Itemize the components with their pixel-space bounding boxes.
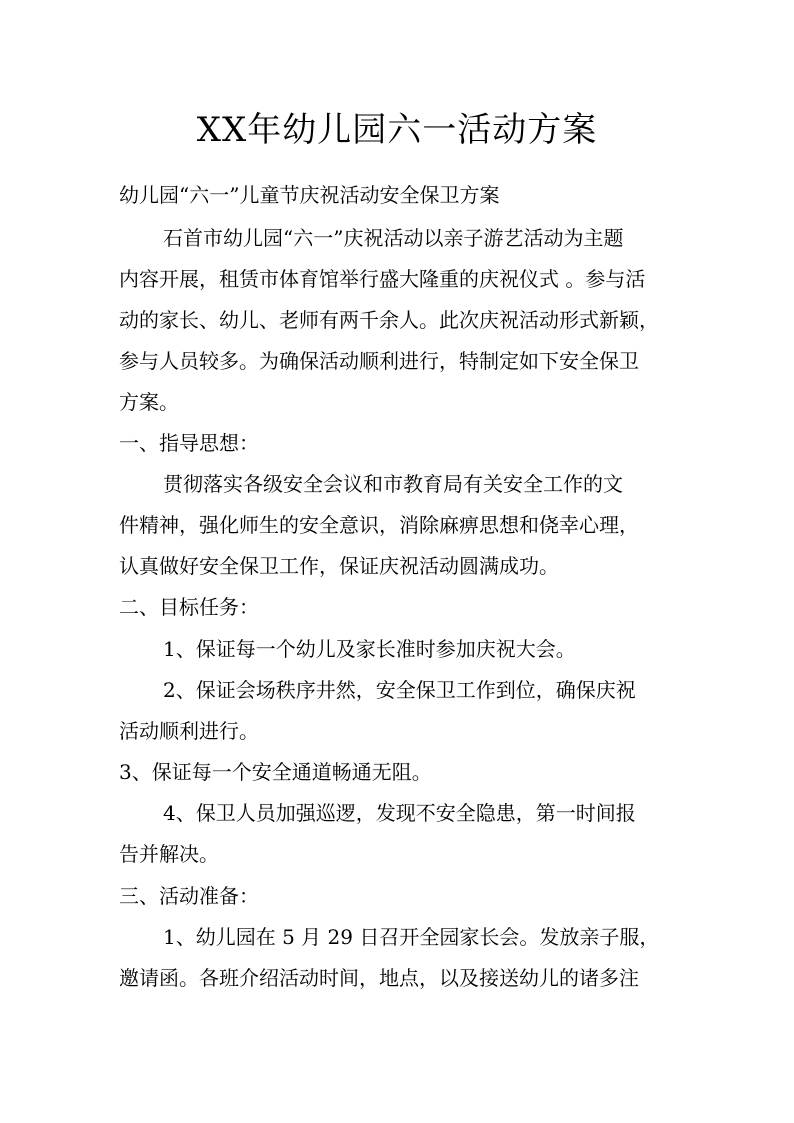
- paragraph-line: 告并解决。: [119, 842, 219, 866]
- paragraph-line: 认真做好安全保卫工作，保证庆祝活动圆满成功。: [119, 554, 559, 578]
- paragraph-line: 活动顺利进行。: [119, 719, 259, 743]
- paragraph-line: 贯彻落实各级安全会议和市教育局有关安全工作的文: [163, 472, 623, 496]
- section-heading: 二、目标任务：: [119, 595, 259, 619]
- list-item: 1、幼儿园在 5 月 29 日召开全园家长会。发放亲子服，: [163, 925, 660, 949]
- paragraph-line: 参与人员较多。为确保活动顺利进行，特制定如下安全保卫: [119, 349, 639, 373]
- paragraph-line: 方案。: [119, 390, 179, 414]
- paragraph-line: 石首市幼儿园“六一”庆祝活动以亲子游艺活动为主题: [163, 226, 624, 250]
- paragraph-line: 内容开展，租赁市体育馆举行盛大隆重的庆祝仪式 。参与活: [119, 267, 646, 291]
- section-heading: 一、指导思想：: [119, 431, 259, 455]
- list-item: 2、保证会场秩序井然，安全保卫工作到位，确保庆祝: [163, 678, 636, 702]
- paragraph-line: 动的家长、幼儿、老师有两千余人。此次庆祝活动形式新颖，: [119, 308, 659, 332]
- list-item: 4、保卫人员加强巡逻，发现不安全隐患，第一时间报: [163, 801, 636, 825]
- list-item: 1、保证每一个幼儿及家长准时参加庆祝大会。: [163, 637, 576, 661]
- paragraph-line: 件精神，强化师生的安全意识，消除麻痹思想和侥幸心理，: [119, 513, 639, 537]
- list-item: 3、保证每一个安全通道畅通无阻。: [119, 760, 432, 784]
- section-heading: 三、活动准备：: [119, 884, 259, 908]
- paragraph-line: 邀请函。各班介绍活动时间，地点，以及接送幼儿的诸多注: [119, 966, 639, 990]
- document-title: XX年幼儿园六一活动方案: [196, 110, 598, 150]
- document-subtitle: 幼儿园“六一”儿童节庆祝活动安全保卫方案: [119, 183, 500, 207]
